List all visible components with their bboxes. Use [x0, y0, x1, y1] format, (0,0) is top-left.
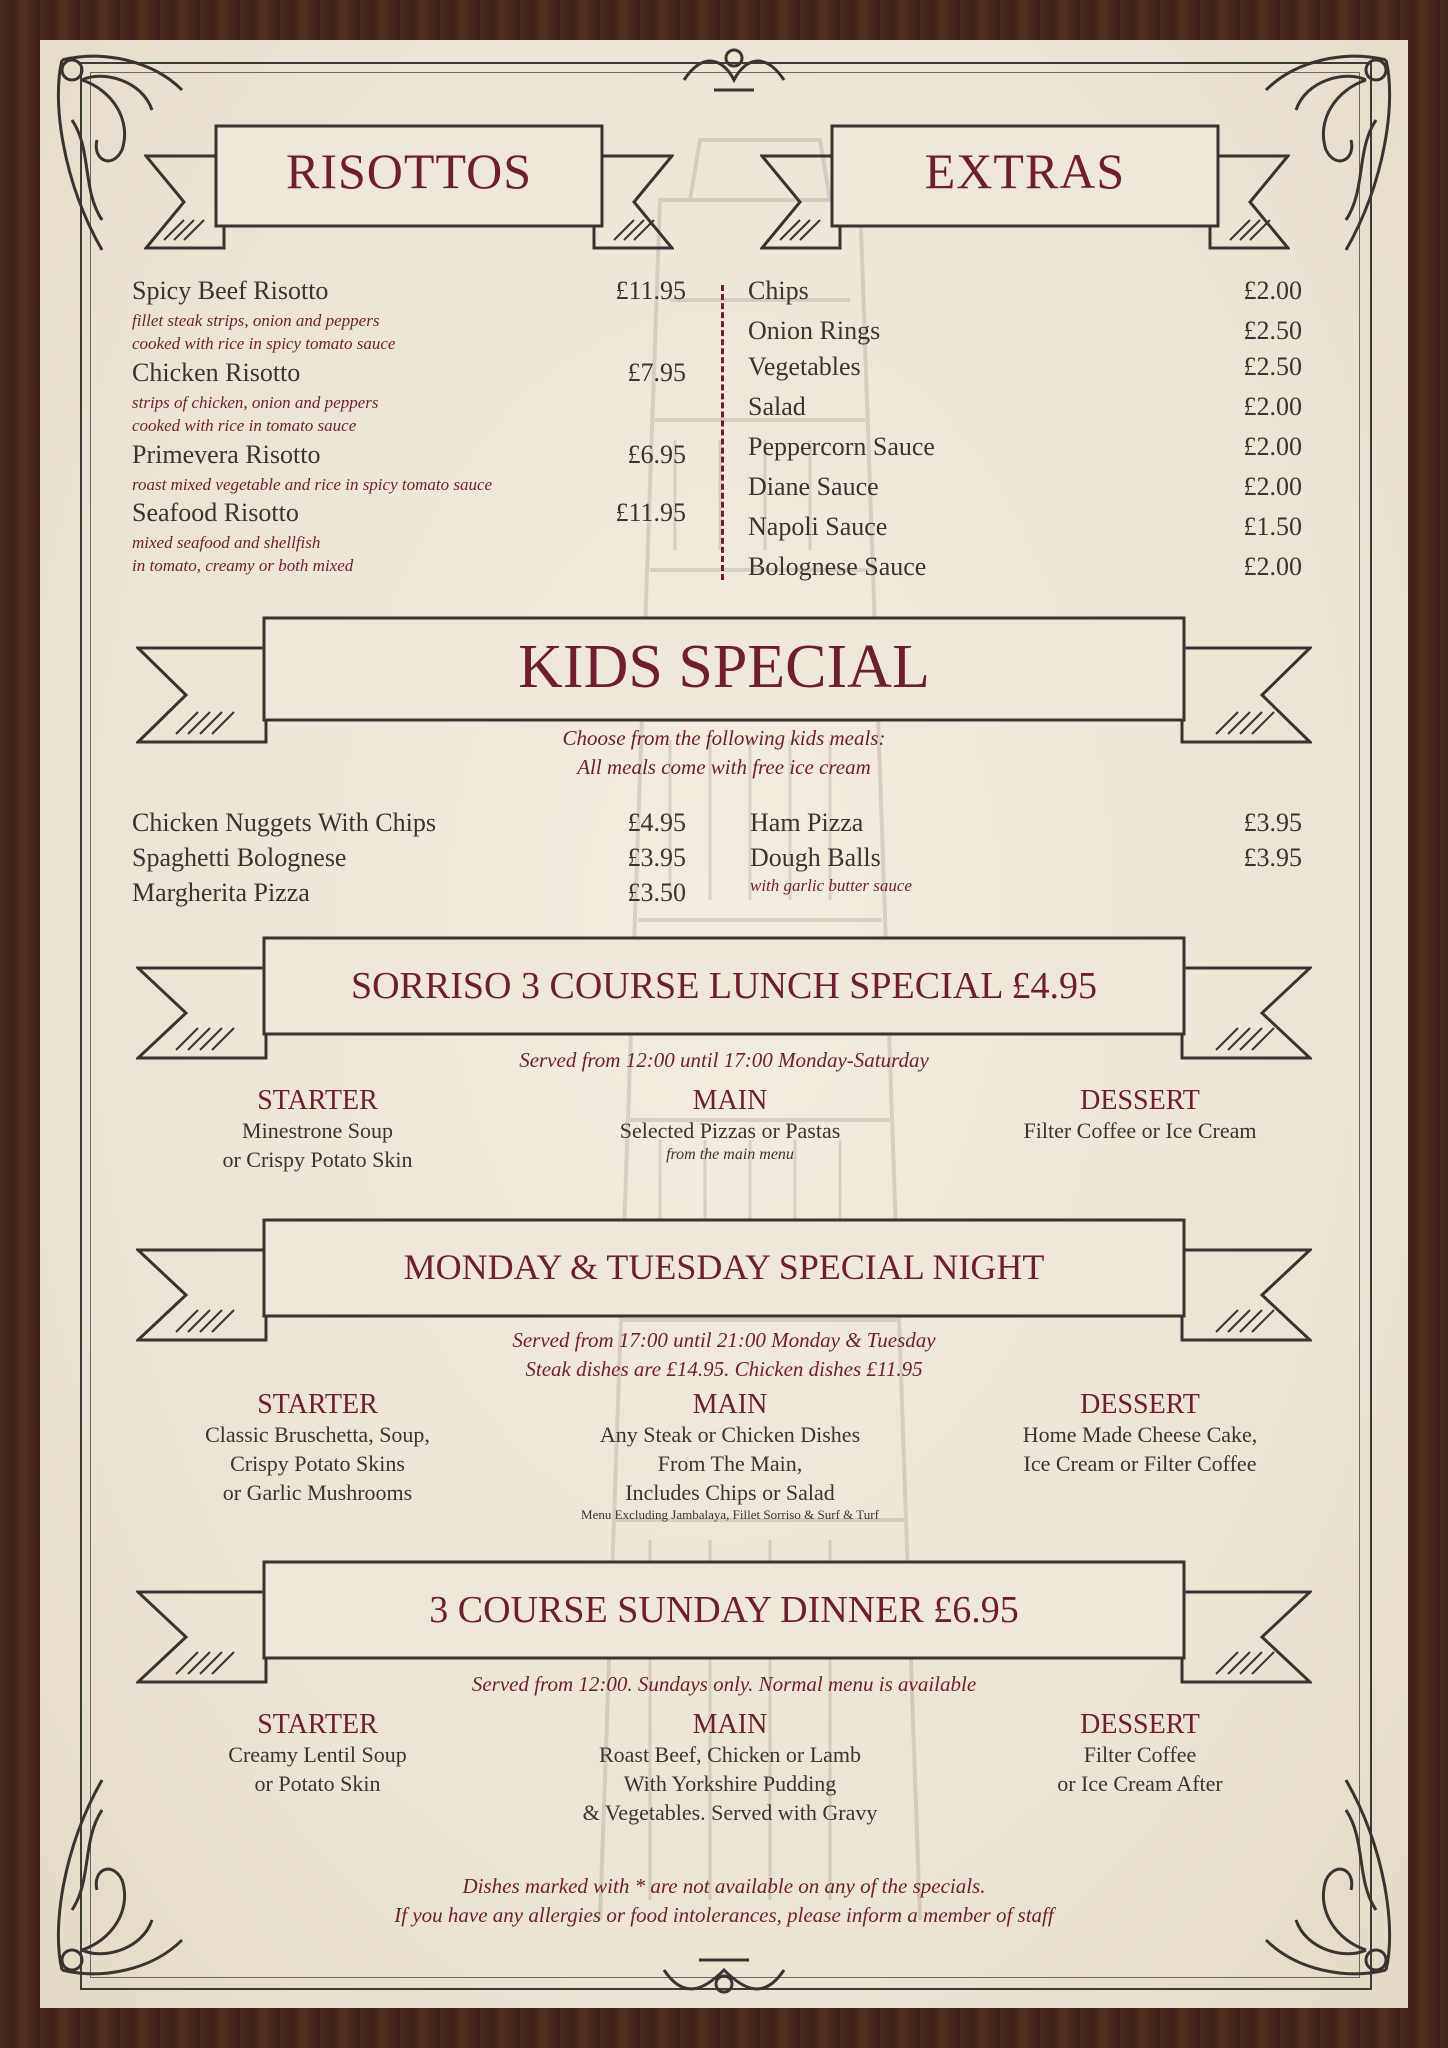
- footer-specials-note: Dishes marked with * are not available on any of the specials.: [462, 1874, 986, 1898]
- lunch-starter-line: or Crispy Potato Skin: [222, 1147, 413, 1172]
- lunch-dessert-column: [960, 1086, 1320, 1145]
- risottos-banner: [144, 120, 674, 256]
- risotto-name: Primevera Risotto: [132, 440, 321, 469]
- risotto-name: Spicy Beef Risotto: [132, 276, 329, 305]
- monday-served-line-1: Served from 17:00 until 21:00 Monday & Tuesday: [512, 1328, 936, 1352]
- extra-name: Peppercorn Sauce: [748, 432, 935, 461]
- monday-main-column: [520, 1390, 940, 1523]
- risotto-desc: strips of chicken, onion and peppers: [132, 393, 379, 412]
- extra-price: £1.50: [1243, 512, 1302, 541]
- monday-dessert-heading: DESSERT: [1080, 1389, 1200, 1420]
- extra-price: £2.00: [1243, 552, 1302, 581]
- risotto-price: £7.95: [627, 358, 686, 387]
- sunday-starter-line: or Potato Skin: [254, 1771, 381, 1796]
- sunday-starter-line: Creamy Lentil Soup: [228, 1742, 407, 1767]
- monday-main-line: From The Main,: [657, 1451, 803, 1476]
- sunday-dinner-banner: [136, 1556, 1312, 1690]
- extra-name: Salad: [748, 392, 806, 421]
- extra-price: £2.00: [1243, 472, 1302, 501]
- monday-starter-heading: STARTER: [257, 1389, 378, 1420]
- risottos-title: RISOTTOS: [285, 143, 532, 199]
- sunday-dessert-column: [960, 1710, 1320, 1798]
- lunch-served-line: Served from 12:00 until 17:00 Monday-Saturday: [519, 1048, 929, 1072]
- extra-name: Bolognese Sauce: [748, 552, 927, 581]
- sunday-dinner-title: 3 COURSE SUNDAY DINNER £6.95: [429, 1589, 1019, 1631]
- kids-info-line-2: All meals come with free ice cream: [577, 755, 871, 779]
- lunch-starter-heading: STARTER: [257, 1085, 378, 1116]
- monday-dessert-line: Ice Cream or Filter Coffee: [1023, 1451, 1257, 1476]
- sunday-main-line: Roast Beef, Chicken or Lamb: [598, 1742, 862, 1767]
- lunch-main-line: Selected Pizzas or Pastas: [619, 1118, 841, 1143]
- kids-item-price: £3.95: [1243, 843, 1302, 872]
- sunday-served-line: Served from 12:00. Sundays only. Normal menu is available: [471, 1672, 977, 1696]
- sunday-main-heading: MAIN: [692, 1709, 768, 1740]
- footer-allergy-note: If you have any allergies or food intolerances, please inform a member of staff: [394, 1903, 1054, 1927]
- sunday-main-line: & Vegetables. Served with Gravy: [582, 1800, 878, 1825]
- monday-main-exclusion-note: Menu Excluding Jambalaya, Fillet Sorriso & Surf & Turf: [581, 1507, 879, 1522]
- extra-price: £2.50: [1243, 352, 1302, 381]
- extra-price: £2.00: [1243, 276, 1302, 305]
- extra-name: Napoli Sauce: [748, 512, 888, 541]
- extra-name: Diane Sauce: [748, 472, 879, 501]
- bottom-center-ornament: [654, 1950, 794, 2006]
- extras-title: EXTRAS: [924, 143, 1126, 199]
- lunch-special-title: SORRISO 3 COURSE LUNCH SPECIAL £4.95: [350, 965, 1098, 1007]
- risotto-desc: mixed seafood and shellfish: [132, 533, 321, 552]
- risotto-desc: fillet steak strips, onion and peppers: [132, 311, 380, 330]
- kids-item-desc: with garlic butter sauce: [750, 876, 912, 895]
- extra-price: £2.50: [1243, 316, 1302, 345]
- risotto-price: £11.95: [615, 498, 686, 527]
- extras-banner: [760, 120, 1290, 256]
- sunday-dessert-line: or Ice Cream After: [1057, 1771, 1223, 1796]
- kids-item-price: £3.95: [1243, 808, 1302, 837]
- kids-item-name: Margherita Pizza: [132, 878, 310, 907]
- risotto-desc: cooked with rice in spicy tomato sauce: [132, 334, 396, 353]
- monday-tuesday-title: MONDAY & TUESDAY SPECIAL NIGHT: [403, 1247, 1045, 1287]
- lunch-dessert-line: Filter Coffee or Ice Cream: [1023, 1118, 1257, 1143]
- kids-info-line-1: Choose from the following kids meals:: [562, 726, 886, 750]
- risotto-desc: roast mixed vegetable and rice in spicy tomato sauce: [132, 475, 493, 494]
- top-center-ornament: [674, 40, 794, 96]
- lunch-dessert-heading: DESSERT: [1080, 1085, 1200, 1116]
- lunch-special-banner: [136, 932, 1312, 1066]
- lunch-main-heading: MAIN: [692, 1085, 768, 1116]
- monday-starter-line: Classic Bruschetta, Soup,: [205, 1422, 430, 1447]
- lunch-starter-column: [140, 1086, 495, 1174]
- sunday-starter-heading: STARTER: [257, 1709, 378, 1740]
- kids-item-price: £3.50: [627, 878, 686, 907]
- risotto-price: £6.95: [627, 440, 686, 469]
- monday-starter-column: [140, 1390, 495, 1507]
- risotto-name: Seafood Risotto: [132, 498, 299, 527]
- sunday-main-column: [520, 1710, 940, 1827]
- kids-item-name: Spaghetti Bolognese: [132, 843, 347, 872]
- monday-starter-line: Crispy Potato Skins: [230, 1451, 405, 1476]
- kids-item-price: £3.95: [627, 843, 686, 872]
- risotto-price: £11.95: [615, 276, 686, 305]
- lunch-main-column: [540, 1086, 920, 1165]
- sunday-main-line: With Yorkshire Pudding: [623, 1771, 837, 1796]
- sunday-dessert-line: Filter Coffee: [1083, 1742, 1197, 1767]
- monday-starter-line: or Garlic Mushrooms: [222, 1480, 413, 1505]
- extra-name: Chips: [748, 276, 809, 305]
- risotto-desc: in tomato, creamy or both mixed: [132, 556, 354, 575]
- kids-special-title: KIDS SPECIAL: [518, 633, 930, 701]
- kids-item-name: Ham Pizza: [750, 808, 864, 837]
- lunch-main-note: from the main menu: [666, 1146, 794, 1163]
- sunday-starter-column: [140, 1710, 495, 1798]
- lunch-starter-line: Minestrone Soup: [242, 1118, 393, 1143]
- extra-name: Onion Rings: [748, 316, 881, 345]
- sunday-dessert-heading: DESSERT: [1080, 1709, 1200, 1740]
- monday-main-line: Any Steak or Chicken Dishes: [599, 1422, 861, 1447]
- column-divider: [721, 285, 724, 580]
- kids-item-name: Dough Balls: [750, 843, 881, 872]
- kids-item-name: Chicken Nuggets With Chips: [132, 808, 436, 837]
- monday-dessert-line: Home Made Cheese Cake,: [1022, 1422, 1258, 1447]
- kids-item-price: £4.95: [627, 808, 686, 837]
- risotto-name: Chicken Risotto: [132, 358, 301, 387]
- extra-price: £2.00: [1243, 392, 1302, 421]
- risotto-desc: cooked with rice in tomato sauce: [132, 416, 357, 435]
- extra-name: Vegetables: [748, 352, 861, 381]
- extra-price: £2.00: [1243, 432, 1302, 461]
- monday-main-heading: MAIN: [692, 1389, 768, 1420]
- monday-main-line: Includes Chips or Salad: [625, 1480, 835, 1505]
- monday-dessert-column: [960, 1390, 1320, 1478]
- monday-served-line-2: Steak dishes are £14.95. Chicken dishes £11.95: [525, 1357, 923, 1381]
